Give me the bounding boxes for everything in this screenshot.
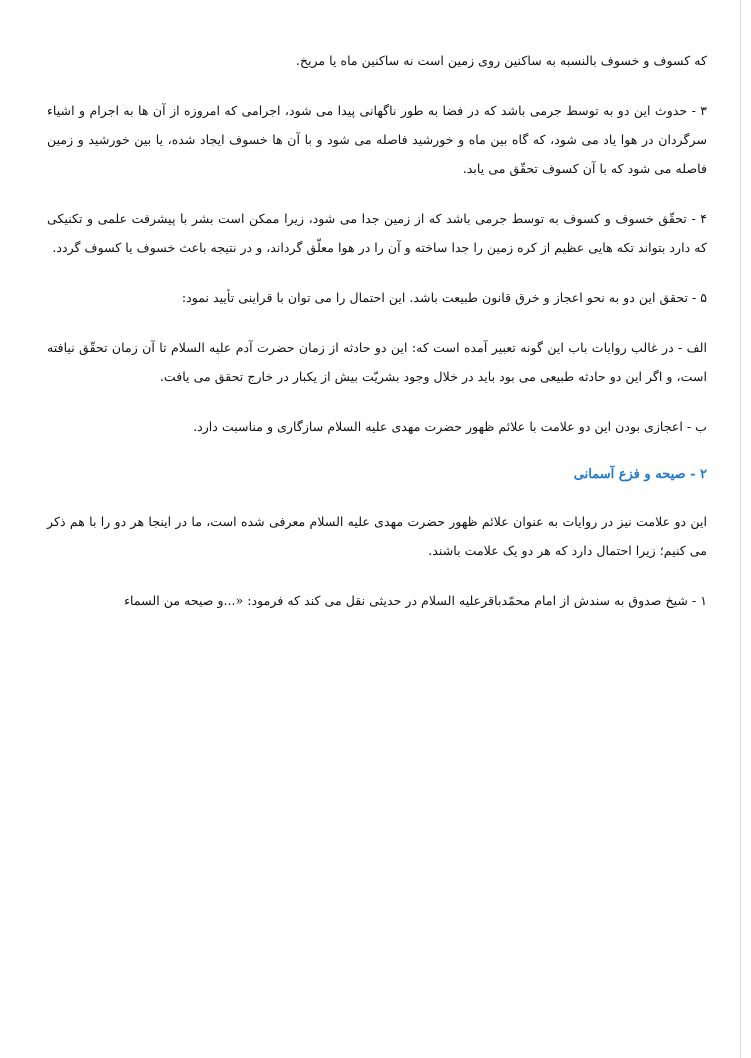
paragraph-item-5: ۵ - تحقق اين دو به نحو اعجاز و خرق قانون طبيعت باشد. اين احتمال را مى توان با قراينى تأييد نمود:: [181, 290, 707, 305]
paragraph-item-be: ب - اعجازى بودن اين دو علامت با علائم ظهور حضرت مهدى عليه السلام سازگارى و مناسبت دارد.: [193, 419, 707, 434]
paragraph-item-alef: الف - در غالب روايات باب اين گونه تعبير آمده است كه: اين دو حادثه از زمان حضرت آدم عليه السلام تا آن زمان تحقّق نيافته است، و اگر اين دو حادثه طبيعى مى بود بايد در خلال وجود بشريّت بيش از يكبار در خارج تحقق مى يافت.: [47, 340, 707, 384]
paragraph-item-3: ۳ - حدوث اين دو به توسط جرمى باشد كه در فضا به طور ناگهانى پيدا مى شود، اجرامى كه امروزه از آن ها به اجرام و اشياء سرگردان در هوا ياد مى شود، كه گاه بين ماه و خورشيد فاصله مى شود و با آن ها خسوف ايجاد شده، يا بين خورشيد و زمين فاصله مى شود كه با آن كسوف تحقّق مى يابد.: [47, 103, 707, 176]
paragraph-item-4: ۴ - تحقّق خسوف و كسوف به توسط جرمى باشد كه از زمين جدا مى شود، زيرا ممكن است بشر با پيشرفت علمى و تكنيكى كه دارد بتواند تكه هايى عظيم از كره زمين را جدا ساخته و آن را در هوا معلّق گرداند، و در نتيجه باعث خسوف يا كسوف گردد.: [47, 211, 707, 255]
paragraph-continuation: كه كسوف و خسوف بالنسبه به ساكنين روى زمين است نه ساكنين ماه يا مريخ.: [295, 53, 707, 68]
paragraph-section-intro: اين دو علامت نيز در روايات به عنوان علائم ظهور حضرت مهدى عليه السلام معرفى شده است، ما در اينجا هر دو را با هم ذكر مى كنيم؛ زيرا احتمال دارد كه هر دو يک علامت باشند.: [47, 514, 707, 558]
document-body: [47, 46, 707, 636]
section-heading: ۲ - صيحه و فزع آسمانى: [573, 467, 707, 482]
page-edge-divider: [740, 0, 741, 1058]
paragraph-hadith-1: ۱ - شيخ صدوق به سندش از امام محمّدباقرعليه السلام در حديثى نقل مى كند كه فرمود: «...و صيحه من السماء: [124, 593, 707, 608]
